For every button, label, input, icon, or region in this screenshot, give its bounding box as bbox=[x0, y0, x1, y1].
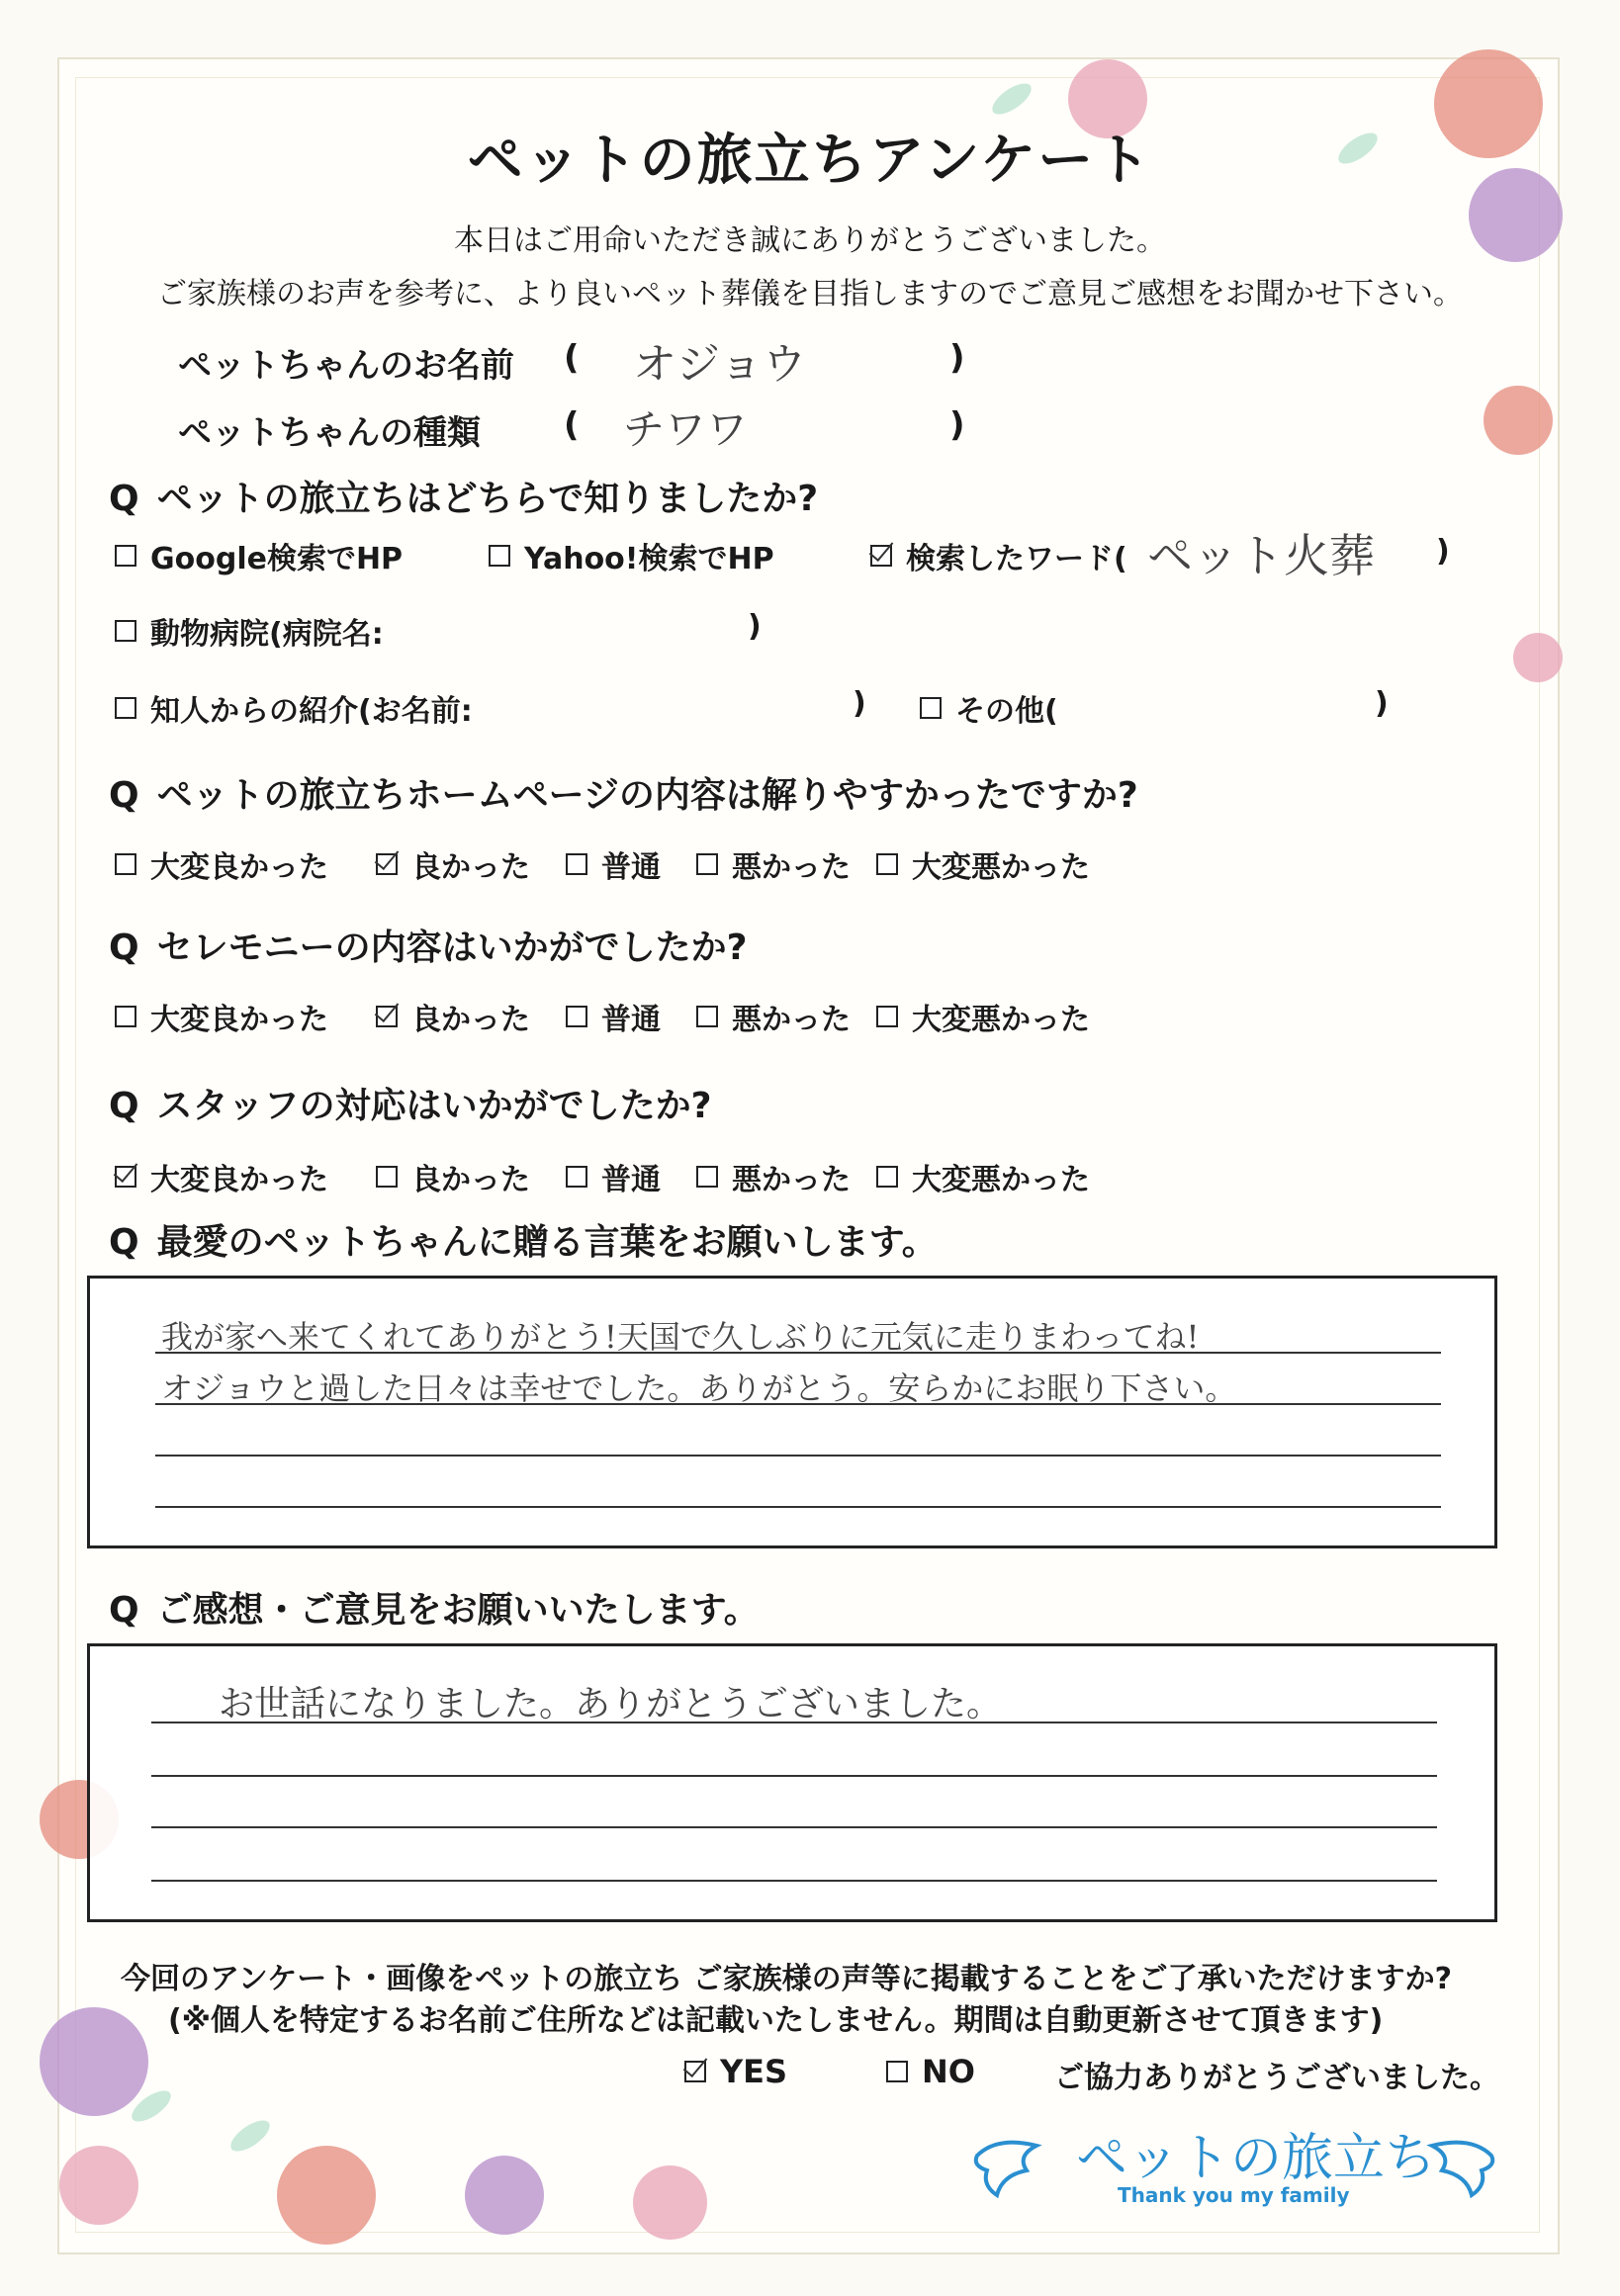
q1-option-yahoo[interactable]: Yahoo!検索でHP bbox=[489, 534, 774, 577]
checkbox[interactable] bbox=[876, 1166, 898, 1188]
pet-name-open-paren: ( bbox=[564, 338, 580, 378]
writing-line bbox=[155, 1352, 1441, 1354]
writing-line bbox=[155, 1403, 1441, 1405]
q2-option[interactable]: 普通 bbox=[566, 842, 661, 886]
checkbox-checked[interactable] bbox=[376, 853, 398, 875]
q1-other-close: ) bbox=[1375, 686, 1389, 721]
q3-option[interactable]: 普通 bbox=[566, 995, 661, 1038]
q3-option[interactable]: 悪かった bbox=[696, 995, 851, 1038]
q3-option[interactable]: 大変悪かった bbox=[876, 995, 1090, 1038]
consent-question: 今回のアンケート・画像をペットの旅立ち ご家族様の声等に掲載することをご了承いただけますか? bbox=[121, 1962, 1453, 1996]
checkbox[interactable] bbox=[566, 853, 587, 875]
q1-option-other[interactable]: その他( bbox=[920, 686, 1058, 730]
q1-option-hospital[interactable]: 動物病院(病院名: bbox=[115, 609, 384, 653]
consent-note: (※個人を特定するお名前ご住所などは記載いたしません。期間は自動更新させて頂きます) bbox=[168, 2003, 1384, 2038]
checkbox-checked[interactable] bbox=[115, 1166, 136, 1188]
pet-type-open-paren: ( bbox=[564, 405, 580, 445]
intro-line-2: ご家族様のお声を参考に、より良いペット葬儀を目指しますのでご意見ご感想をお聞かせ下さい。 bbox=[157, 277, 1463, 311]
q5-answer-line-1: 我が家へ来てくれてありがとう!天国で久しぶりに元気に走りまわってね! bbox=[161, 1318, 1200, 1356]
brand-logo bbox=[957, 2116, 1511, 2215]
writing-line bbox=[151, 1722, 1437, 1723]
q6-question: Q ご感想・ご意見をお願いいたします。 bbox=[109, 1590, 760, 1631]
checkbox-checked[interactable] bbox=[376, 1006, 398, 1027]
q1-referral-close: ) bbox=[853, 686, 866, 721]
pet-type-value[interactable]: チワワ bbox=[623, 405, 749, 454]
q3-option[interactable]: 良かった bbox=[376, 995, 530, 1038]
writing-line bbox=[151, 1826, 1437, 1828]
q1-option-google[interactable]: Google検索でHP bbox=[115, 534, 403, 577]
q5-answer-line-2: オジョウと過した日々は幸せでした。ありがとう。安らかにお眠り下さい。 bbox=[161, 1369, 1237, 1407]
q2-question: Q ペットの旅立ちホームページの内容は解りやすかったですか? bbox=[109, 775, 1138, 816]
checkbox[interactable] bbox=[115, 620, 136, 642]
q1-option-search-word[interactable]: 検索したワード( bbox=[870, 534, 1127, 577]
consent-no-option[interactable]: NO bbox=[886, 2053, 975, 2090]
writing-line bbox=[151, 1880, 1437, 1882]
checkbox[interactable] bbox=[886, 2061, 908, 2082]
q1-search-word-close: ) bbox=[1436, 534, 1450, 569]
checkbox-checked[interactable] bbox=[870, 545, 892, 567]
q6-answer-line-1: お世話になりました。ありがとうございました。 bbox=[219, 1684, 1003, 1724]
page-title: ペットの旅立ちアンケート bbox=[467, 129, 1153, 193]
checkbox[interactable] bbox=[376, 1166, 398, 1188]
pet-type-label: ペットちゃんの種類 bbox=[178, 413, 481, 453]
checkbox[interactable] bbox=[489, 545, 510, 567]
checkbox[interactable] bbox=[920, 697, 942, 719]
q2-option[interactable]: 大変悪かった bbox=[876, 842, 1090, 886]
checkbox[interactable] bbox=[696, 1006, 718, 1027]
pet-type-close-paren: ) bbox=[949, 405, 965, 445]
q4-question: Q スタッフの対応はいかがでしたか? bbox=[109, 1086, 712, 1126]
q4-option[interactable]: 普通 bbox=[566, 1155, 661, 1198]
q4-option[interactable]: 大変悪かった bbox=[876, 1155, 1090, 1198]
q5-question: Q 最愛のペットちゃんに贈る言葉をお願いします。 bbox=[109, 1222, 938, 1263]
checkbox[interactable] bbox=[876, 1006, 898, 1027]
checkbox[interactable] bbox=[566, 1166, 587, 1188]
pet-name-label: ペットちゃんのお名前 bbox=[178, 346, 514, 386]
checkbox[interactable] bbox=[876, 853, 898, 875]
checkbox[interactable] bbox=[566, 1006, 587, 1027]
writing-line bbox=[155, 1455, 1441, 1457]
checkbox[interactable] bbox=[115, 697, 136, 719]
consent-yes-option[interactable]: YES bbox=[684, 2053, 787, 2090]
checkbox[interactable] bbox=[115, 853, 136, 875]
q1-question: Q ペットの旅立ちはどちらで知りましたか? bbox=[109, 479, 819, 519]
checkbox[interactable] bbox=[696, 853, 718, 875]
thanks-text: ご協力ありがとうございました。 bbox=[1054, 2061, 1499, 2095]
q4-option[interactable]: 悪かった bbox=[696, 1155, 851, 1198]
logo-name: ペットの旅立ち bbox=[1076, 2129, 1437, 2188]
logo-tagline: Thank you my family bbox=[1118, 2183, 1350, 2207]
writing-line bbox=[155, 1506, 1441, 1508]
q6-answer-box[interactable] bbox=[87, 1643, 1497, 1922]
q1-hospital-close: ) bbox=[748, 609, 762, 644]
q2-option[interactable]: 良かった bbox=[376, 842, 530, 886]
checkbox[interactable] bbox=[696, 1166, 718, 1188]
writing-line bbox=[151, 1775, 1437, 1777]
q5-answer-box[interactable] bbox=[87, 1276, 1497, 1548]
q4-option[interactable]: 大変良かった bbox=[115, 1155, 328, 1198]
intro-line-1: 本日はご用命いただき誠にありがとうございました。 bbox=[454, 223, 1166, 258]
q1-search-word-value[interactable]: ペット火葬 bbox=[1147, 529, 1375, 582]
checkbox[interactable] bbox=[115, 545, 136, 567]
q4-option[interactable]: 良かった bbox=[376, 1155, 530, 1198]
q3-question: Q セレモニーの内容はいかがでしたか? bbox=[109, 927, 748, 968]
checkbox-checked[interactable] bbox=[684, 2061, 706, 2082]
q3-option[interactable]: 大変良かった bbox=[115, 995, 328, 1038]
q1-option-referral[interactable]: 知人からの紹介(お名前: bbox=[115, 686, 473, 730]
pet-name-close-paren: ) bbox=[949, 338, 965, 378]
q2-option[interactable]: 悪かった bbox=[696, 842, 851, 886]
checkbox[interactable] bbox=[115, 1006, 136, 1027]
pet-name-value[interactable]: オジョウ bbox=[633, 339, 807, 390]
q2-option[interactable]: 大変良かった bbox=[115, 842, 328, 886]
